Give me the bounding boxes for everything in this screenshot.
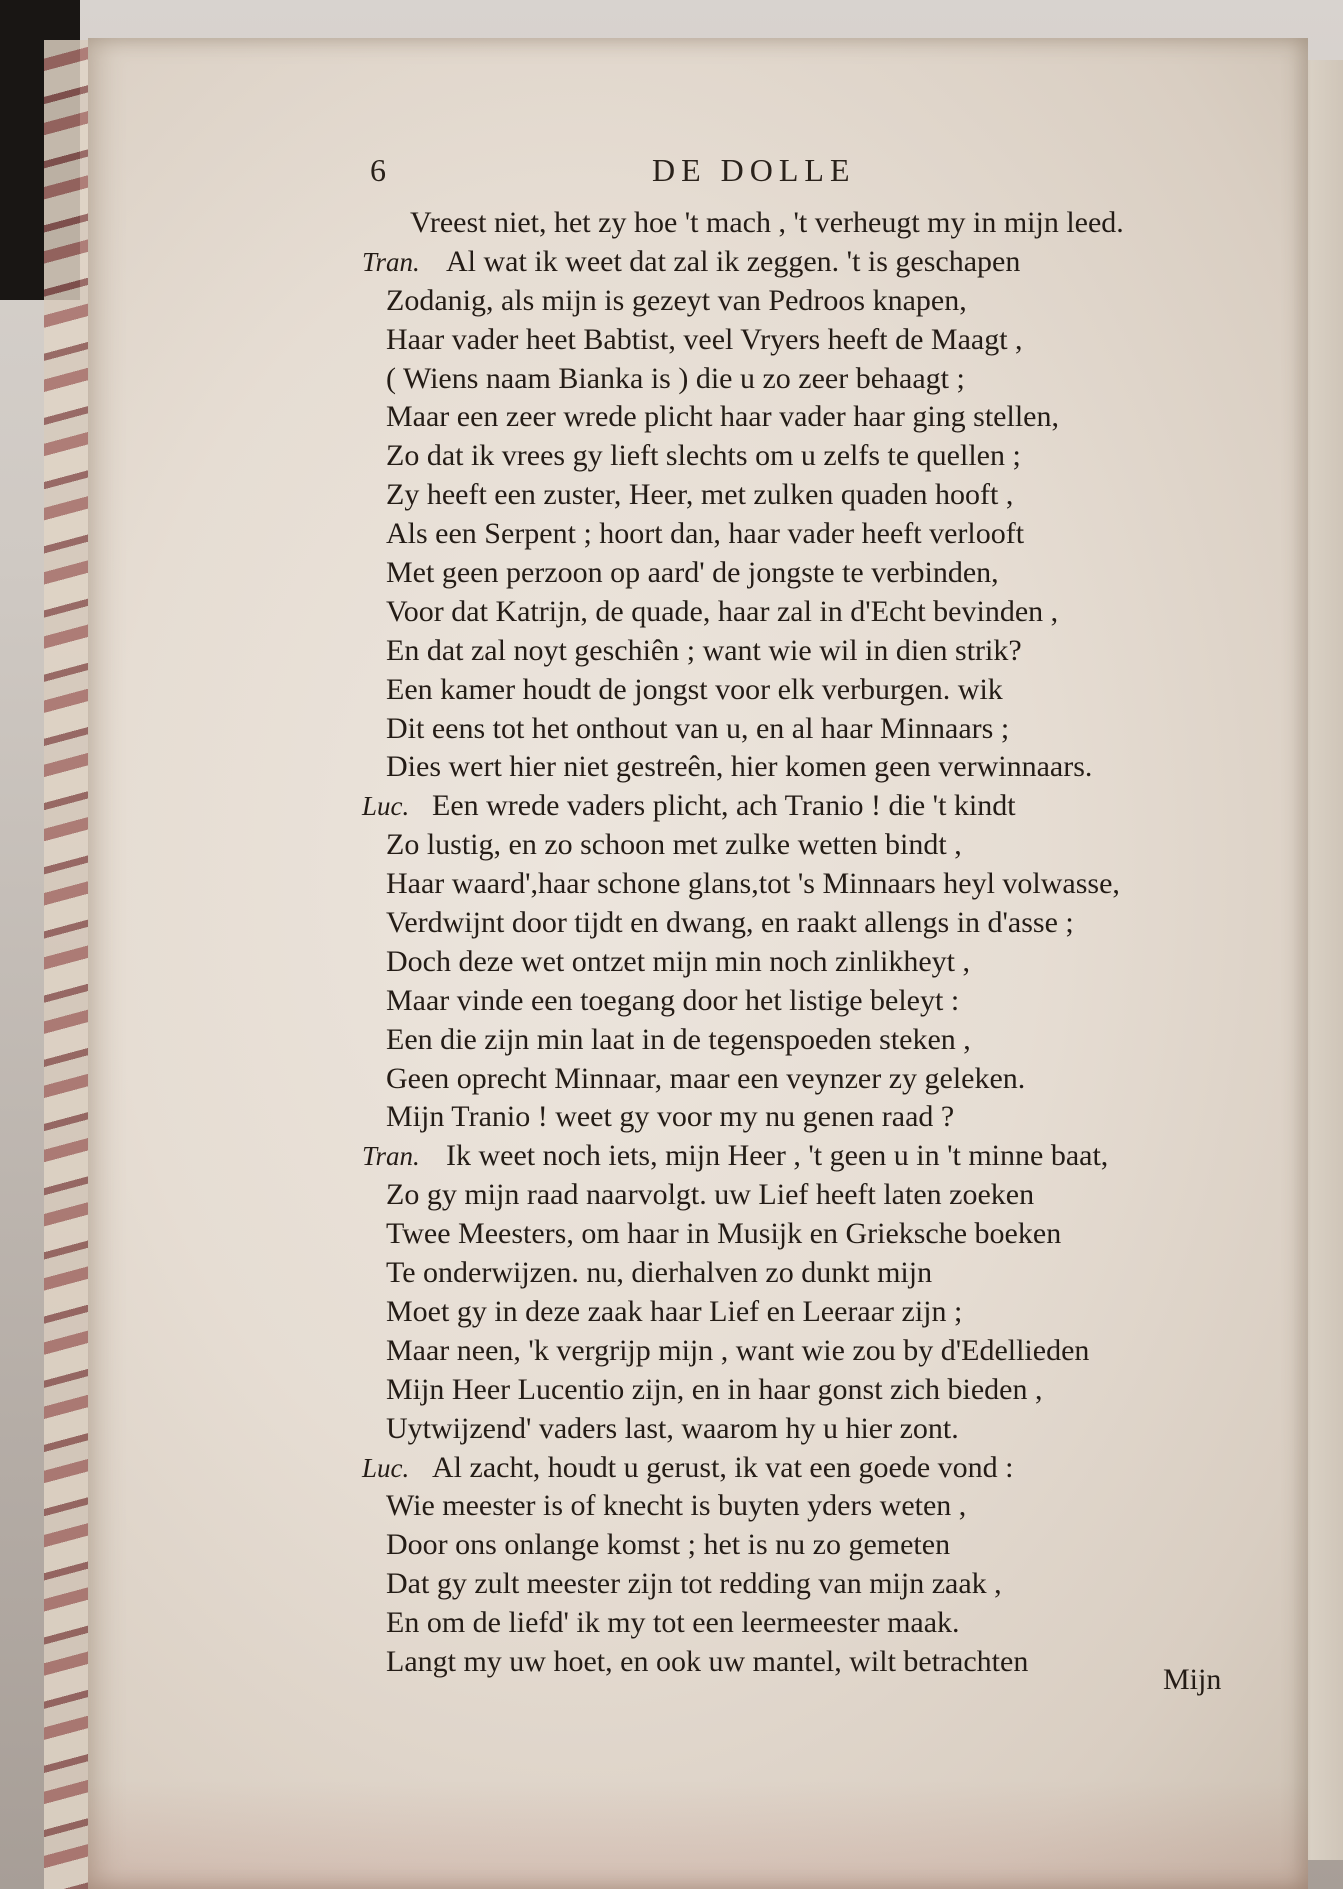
page-bottom-shade bbox=[88, 1780, 1308, 1889]
verse-text-line: Maar neen, 'k vergrijp mijn , want wie zou by d'Edellieden bbox=[386, 1333, 1090, 1367]
verse-text-line: En dat zal noyt geschiên ; want wie wil in dien strik? bbox=[386, 633, 1022, 667]
verse-text-line: Zo gy mijn raad naarvolgt. uw Lief heeft laten zoeken bbox=[386, 1178, 1035, 1212]
verse-text-line: Moet gy in deze zaak haar Lief en Leeraar zijn ; bbox=[386, 1294, 963, 1328]
speaker-label: Tran. bbox=[362, 246, 420, 277]
verse-text-line: Een wrede vaders plicht, ach Tranio ! die 't kindt bbox=[432, 789, 1016, 823]
verse-text-line: En om de liefd' ik my tot een leermeester maak. bbox=[386, 1606, 960, 1640]
verse-text-line: Al zacht, houdt u gerust, ik vat een goede vond : bbox=[432, 1450, 1014, 1484]
verse-text-line: Uytwijzend' vaders last, waarom hy u hier zont. bbox=[386, 1411, 959, 1445]
verse-line bbox=[0, 1176, 1343, 1215]
verse-text-line: Dies wert hier niet gestreên, hier komen geen verwinnaars. bbox=[386, 750, 1093, 784]
verse-text-line: Langt my uw hoet, en ook uw mantel, wilt betrachten bbox=[386, 1644, 1029, 1678]
verse-text-line: Door ons onlange komst ; het is nu zo gemeten bbox=[386, 1528, 951, 1562]
verse-line bbox=[0, 1565, 1343, 1604]
verse-text-line: Met geen perzoon op aard' de jongste te verbinden, bbox=[386, 556, 999, 590]
verse-text-line: Wie meester is of knecht is buyten yders weten , bbox=[386, 1489, 967, 1523]
catchword: Mijn bbox=[1163, 1663, 1222, 1696]
verse-line bbox=[0, 515, 1343, 554]
verse-line bbox=[0, 1254, 1343, 1293]
verse-line bbox=[0, 671, 1343, 710]
verse-line bbox=[0, 943, 1343, 982]
running-head: DE DOLLE bbox=[652, 152, 856, 188]
verse-line bbox=[0, 1215, 1343, 1254]
verse-text-line: Een die zijn min laat in de tegenspoeden steken , bbox=[386, 1022, 971, 1056]
verse-text-line: Te onderwijzen. nu, dierhalven zo dunkt mijn bbox=[386, 1256, 933, 1290]
page-number: 6 bbox=[370, 152, 386, 188]
verse-text-line: Doch deze wet ontzet mijn min noch zinlikheyt , bbox=[386, 944, 971, 978]
verse-line bbox=[0, 282, 1343, 321]
verse-line bbox=[0, 748, 1343, 787]
verse-line bbox=[0, 1449, 1343, 1488]
verse-text-line: Twee Meesters, om haar in Musijk en Grieksche boeken bbox=[386, 1217, 1062, 1251]
verse-line bbox=[0, 1021, 1343, 1060]
verse-line bbox=[0, 1371, 1343, 1410]
verse-line bbox=[0, 865, 1343, 904]
verse-line bbox=[0, 243, 1343, 282]
verse-line bbox=[0, 826, 1343, 865]
verse-line bbox=[0, 1643, 1343, 1682]
verse-line bbox=[0, 554, 1343, 593]
verse-text-line: Zodanig, als mijn is gezeyt van Pedroos knapen, bbox=[386, 283, 967, 317]
verse-text-line: Voor dat Katrijn, de quade, haar zal in d'Echt bevinden , bbox=[386, 594, 1059, 628]
verse-text-line: Maar een zeer wrede plicht haar vader haar ging stellen, bbox=[386, 400, 1059, 434]
verse-text-line: Zo dat ik vrees gy lieft slechts om u zelfs te quellen ; bbox=[386, 439, 1021, 473]
verse-text-line: Ik weet noch iets, mijn Heer , 't geen u in 't minne baat, bbox=[446, 1139, 1109, 1173]
verse-text-line: Zy heeft een zuster, Heer, met zulken quaden hooft , bbox=[386, 478, 1014, 512]
verse-line bbox=[0, 476, 1343, 515]
verse-line bbox=[0, 1487, 1343, 1526]
verse-text-line: Haar vader heet Babtist, veel Vryers heeft de Maagt , bbox=[386, 322, 1023, 356]
speaker-label: Luc. bbox=[362, 791, 410, 822]
verse-text-line: Vreest niet, het zy hoe 't mach , 't verheugt my in mijn leed. bbox=[410, 206, 1124, 239]
verse-line bbox=[0, 1410, 1343, 1449]
verse-line bbox=[0, 787, 1343, 826]
verse-text-line: Haar waard',haar schone glans,tot 's Minnaars heyl volwasse, bbox=[386, 867, 1120, 901]
verse-text-line: Dat gy zult meester zijn tot redding van mijn zaak , bbox=[386, 1567, 1002, 1601]
verse-text-line: Verdwijnt door tijdt en dwang, en raakt allengs in d'asse ; bbox=[386, 906, 1074, 940]
verse-line bbox=[0, 632, 1343, 671]
verse-line bbox=[0, 1293, 1343, 1332]
verse-line bbox=[0, 398, 1343, 437]
verse-line bbox=[0, 1137, 1343, 1176]
verse-text-line: Maar vinde een toegang door het listige beleyt : bbox=[386, 983, 960, 1017]
verse-text-line: Een kamer houdt de jongst voor elk verburgen. wik bbox=[386, 672, 1003, 706]
verse-line bbox=[0, 1332, 1343, 1371]
verse-line bbox=[0, 1098, 1343, 1137]
verse-line bbox=[0, 1604, 1343, 1643]
page-header bbox=[0, 152, 1343, 192]
verse-text-line: Mijn Heer Lucentio zijn, en in haar gonst zich bieden , bbox=[386, 1372, 1043, 1406]
verse-text bbox=[0, 204, 1343, 1682]
speaker-label: Tran. bbox=[362, 1141, 420, 1172]
verse-line bbox=[0, 1060, 1343, 1099]
verse-text-line: Dit eens tot het onthout van u, en al haar Minnaars ; bbox=[386, 711, 1010, 745]
verse-text-line: Als een Serpent ; hoort dan, haar vader heeft verlooft bbox=[386, 517, 1025, 551]
verse-text-line: Mijn Tranio ! weet gy voor my nu genen raad ? bbox=[386, 1100, 955, 1134]
verse-line bbox=[0, 904, 1343, 943]
verse-line bbox=[0, 437, 1343, 476]
verse-line bbox=[0, 593, 1343, 632]
verse-text-line: ( Wiens naam Bianka is ) die u zo zeer behaagt ; bbox=[386, 361, 965, 395]
verse-text-line: Zo lustig, en zo schoon met zulke wetten bindt , bbox=[386, 828, 962, 862]
verse-line bbox=[0, 360, 1343, 399]
verse-line bbox=[0, 204, 1343, 243]
speaker-label: Luc. bbox=[362, 1452, 410, 1483]
verse-line bbox=[0, 321, 1343, 360]
verse-line bbox=[0, 982, 1343, 1021]
verse-text-line: Al wat ik weet dat zal ik zeggen. 't is geschapen bbox=[446, 244, 1021, 278]
verse-line bbox=[0, 710, 1343, 749]
verse-line bbox=[0, 1526, 1343, 1565]
verse-text-line: Geen oprecht Minnaar, maar een veynzer zy geleken. bbox=[386, 1061, 1026, 1095]
